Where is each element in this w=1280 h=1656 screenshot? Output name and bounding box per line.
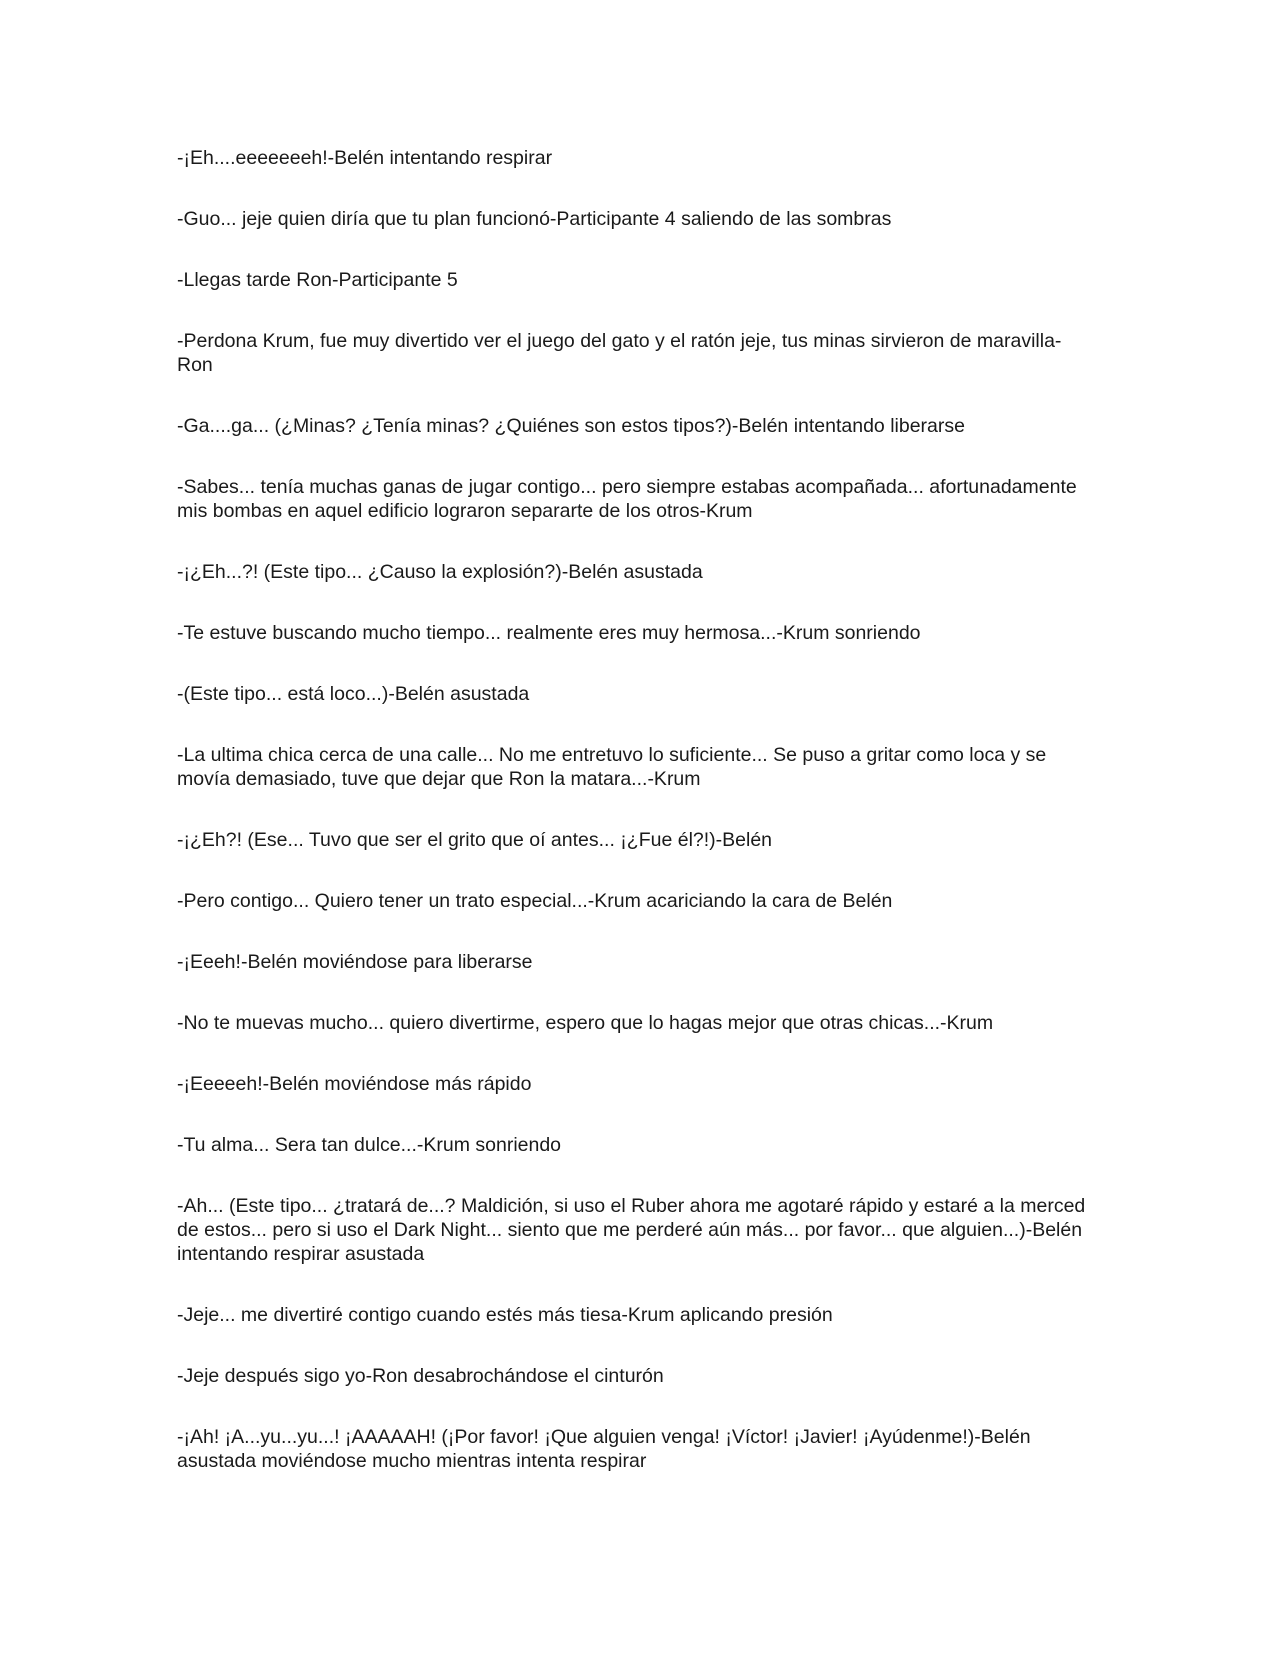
dialogue-paragraph: -¡¿Eh?! (Ese... Tuvo que ser el grito que oí antes... ¡¿Fue él?!)-Belén <box>177 829 773 851</box>
dialogue-paragraph: -Guo... jeje quien diría que tu plan funcionó-Participante 4 saliendo de las sombras <box>177 208 892 230</box>
dialogue-paragraph: -No te muevas mucho... quiero divertirme, espero que lo hagas mejor que otras chicas...-Krum <box>177 1012 994 1034</box>
dialogue-paragraph: -Tu alma... Sera tan dulce...-Krum sonriendo <box>177 1134 562 1156</box>
dialogue-paragraph: -Ah... (Este tipo... ¿tratará de...? Maldición, si uso el Ruber ahora me agotaré rápido y estaré a la merced de estos... pero si uso el Dark Night... siento que me perderé aún más... por favor... que alguien...)-Belén intentando respirar asustada <box>177 1195 1086 1265</box>
dialogue-paragraph: -Perdona Krum, fue muy divertido ver el juego del gato y el ratón jeje, tus minas sirvieron de maravilla-Ron <box>177 330 1062 376</box>
dialogue-paragraph: -Ga....ga... (¿Minas? ¿Tenía minas? ¿Quiénes son estos tipos?)-Belén intentando liberarse <box>177 415 965 437</box>
dialogue-paragraph: -¡Eeeh!-Belén moviéndose para liberarse <box>177 951 533 973</box>
dialogue-paragraph: -Jeje después sigo yo-Ron desabrochándose el cinturón <box>177 1365 664 1387</box>
dialogue-paragraph: -Jeje... me divertiré contigo cuando estés más tiesa-Krum aplicando presión <box>177 1304 833 1326</box>
dialogue-paragraph: -¡¿Eh...?! (Este tipo... ¿Causo la explosión?)-Belén asustada <box>177 561 703 583</box>
dialogue-paragraph: -La ultima chica cerca de una calle... No me entretuvo lo suficiente... Se puso a gritar como loca y se movía demasiado, tuve que dejar que Ron la matara...-Krum <box>177 744 1047 790</box>
document-body <box>177 146 1097 1510</box>
dialogue-paragraph: -(Este tipo... está loco...)-Belén asustada <box>177 683 530 705</box>
dialogue-paragraph: -¡Ah! ¡A...yu...yu...! ¡AAAAAH! (¡Por favor! ¡Que alguien venga! ¡Víctor! ¡Javier! ¡Ayúdenme!)-Belén asustada moviéndose mucho mientras intenta respirar <box>177 1426 1031 1472</box>
dialogue-paragraph: -Te estuve buscando mucho tiempo... realmente eres muy hermosa...-Krum sonriendo <box>177 622 921 644</box>
dialogue-paragraph: -Sabes... tenía muchas ganas de jugar contigo... pero siempre estabas acompañada... afortunadamente mis bombas en aquel edificio lograron separarte de los otros-Krum <box>177 476 1077 522</box>
dialogue-paragraph: -Pero contigo... Quiero tener un trato especial...-Krum acariciando la cara de Belén <box>177 890 893 912</box>
dialogue-paragraph: -Llegas tarde Ron-Participante 5 <box>177 269 458 291</box>
dialogue-paragraph: -¡Eeeeeh!-Belén moviéndose más rápido <box>177 1073 532 1095</box>
dialogue-paragraph: -¡Eh....eeeeeeeh!-Belén intentando respirar <box>177 147 553 169</box>
